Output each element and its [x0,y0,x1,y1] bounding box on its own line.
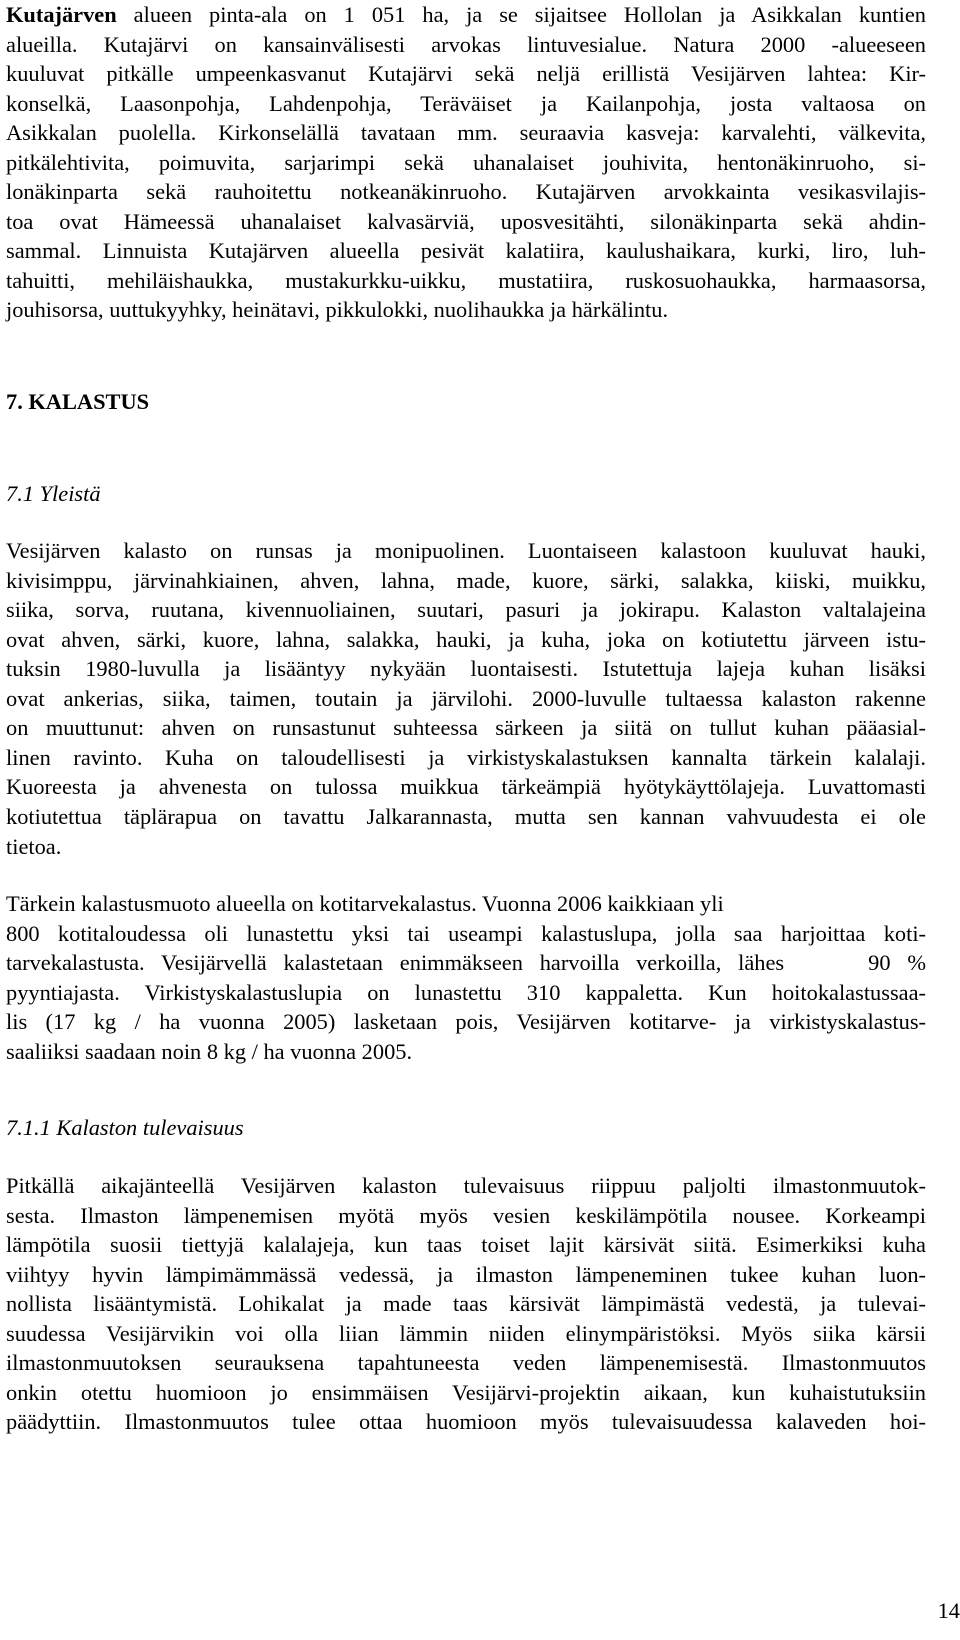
paragraph-line: Asikkalan puolella. Kirkonselällä tavataan mm. seuraavia kasveja: karvalehti, välkevita, [6,120,926,146]
future-paragraph [6,1171,926,1437]
paragraph-line: linen ravinto. Kuha on taloudellisesti ja virkistyskalastuksen kannalta tärkein kalalaji. [6,744,926,770]
paragraph-line: ovat ankerias, siika, taimen, toutain ja järvilohi. 2000-luvulle tultaessa kalaston rakenne [6,685,926,711]
page-number: 14 [937,1598,960,1623]
paragraph-line: 800 kotitaloudessa oli lunastettu yksi tai useampi kalastuslupa, jolla saa harjoittaa koti- [6,920,926,946]
subsection-heading: 7.1 Yleistä [6,480,101,506]
paragraph-line: tietoa. [6,833,62,859]
paragraph-line: konselkä, Laasonpohja, Lahdenpohja, Teräväiset ja Kailanpohja, josta valtaosa on [6,90,926,116]
paragraph-line: sammal. Linnuista Kutajärven alueella pesivät kalatiira, kaulushaikara, kurki, liro, luh- [6,238,926,264]
paragraph-line: päädyttiin. Ilmastonmuutos tulee ottaa huomioon myös tulevaisuudessa kalaveden hoi- [6,1409,926,1435]
paragraph-line: kivisimppu, järvinahkiainen, ahven, lahna, made, kuore, särki, salakka, kiiski, muikku, [6,567,926,593]
paragraph-line: nollista lisääntymistä. Lohikalat ja made taas kärsivät lämpimästä vedestä, ja tulevai- [6,1291,926,1317]
paragraph-line: ovat ahven, särki, kuore, lahna, salakka, hauki, ja kuha, joka on kotiutettu järveen istu- [6,626,926,652]
paragraph-line: viihtyy hyvin lämpimämmässä vedessä, ja ilmaston lämpeneminen tukee kuhan luon- [6,1261,926,1287]
paragraph-line: onkin otettu huomioon jo ensimmäisen Vesijärvi-projektin aikaan, kun kuhaistutuksiin [6,1379,926,1405]
lake-name-bold: Kutajärven [6,2,117,27]
paragraph-line: tahuitti, mehiläishaukka, mustakurkku-uikku, mustatiira, ruskosuohaukka, harmaasorsa, [6,267,926,293]
paragraph-line: kuuluvat pitkälle umpeenkasvanut Kutajärvi sekä neljä erillistä Vesijärven lahtea: Kir- [6,61,926,87]
paragraph-line: ilmastonmuutoksen seurauksena tapahtuneesta veden lämpenemisestä. Ilmastonmuutos [6,1350,926,1376]
paragraph-line: Tärkein kalastusmuoto alueella on kotitarvekalastus. Vuonna 2006 kaikkiaan yli [6,891,724,917]
document-page [6,0,926,1437]
subsubsection-heading: 7.1.1 Kalaston tulevaisuus [6,1115,244,1141]
paragraph-line: tuksin 1980-luvulla ja lisääntyy nykyään luontaisesti. Istutettuja lajeja kuhan lisäksi [6,656,926,682]
paragraph-line: saaliiksi saadaan noin 8 kg / ha vuonna 2005. [6,1038,413,1064]
paragraph-line: toa ovat Hämeessä uhanalaiset kalvasärviä, uposvesitähti, silonäkinparta sekä ahdin- [6,208,926,234]
paragraph-line: sesta. Ilmaston lämpenemisen myötä myös vesien keskilämpötila nousee. Korkeampi [6,1202,926,1228]
paragraph-line: siika, sorva, ruutana, kivennuoliainen, suutari, pasuri ja jokirapu. Kalaston valtalajeina [6,597,926,623]
paragraph-line: kotiutettua täplärapua on tavattu Jalkarannasta, mutta sen kannan vahvuudesta ei ole [6,804,926,830]
paragraph-line: jouhisorsa, uuttukyyhky, heinätavi, pikkulokki, nuolihaukka ja härkälintu. [6,297,669,323]
paragraph-line: pyyntiajasta. Virkistyskalastuslupia on lunastettu 310 kappaletta. Kun hoitokalastussaa- [6,979,926,1005]
paragraph-line: on muuttunut: ahven on runsastunut suhteessa särkeen ja siitä on tullut kuhan pääasial- [6,715,926,741]
paragraph-line: Kuoreesta ja ahvenesta on tulossa muikkua tärkeämpiä hyötykäyttölajeja. Luvattomasti [6,774,926,800]
paragraph-line: Pitkällä aikajänteellä Vesijärven kalaston tulevaisuus riippuu paljolti ilmastonmuutok- [6,1172,926,1198]
paragraph-line: lis (17 kg / ha vuonna 2005) lasketaan pois, Vesijärven kotitarve- ja virkistyskalastus- [6,1009,926,1035]
paragraph-line: lämpötila suosii tiettyjä kalalajeja, kun taas toiset lajit kärsivät siitä. Esimerkiksi kuha [6,1232,926,1258]
paragraph-line: alueilla. Kutajärvi on kansainvälisesti arvokas lintuvesialue. Natura 2000 -alueeseen [6,31,926,57]
fishing-paragraph [6,889,926,1066]
paragraph-line: lonäkinparta sekä rauhoitettu notkeanäkinruoho. Kutajärven arvokkainta vesikasvilajis- [6,179,926,205]
paragraph-line: pitkälehtivita, poimuvita, sarjarimpi sekä uhanalaiset jouhivita, hentonäkinruoho, si- [6,149,926,175]
section-heading: 7. KALASTUS [6,389,150,415]
intro-paragraph [6,0,926,325]
paragraph-line: Vesijärven kalasto on runsas ja monipuolinen. Luontaiseen kalastoon kuuluvat hauki, [6,538,926,564]
paragraph-line: Kutajärven alueen pinta-ala on 1 051 ha, ja se sijaitsee Hollolan ja Asikkalan kuntien [6,2,926,27]
paragraph-line: tarvekalastusta. Vesijärvellä kalastetaan enimmäkseen harvoilla verkoilla, lähes 90 % [6,950,926,976]
fish-paragraph [6,536,926,861]
paragraph-line: suudessa Vesijärvikin voi olla liian lämmin niiden elinympäristöksi. Myös siika kärsii [6,1320,926,1346]
